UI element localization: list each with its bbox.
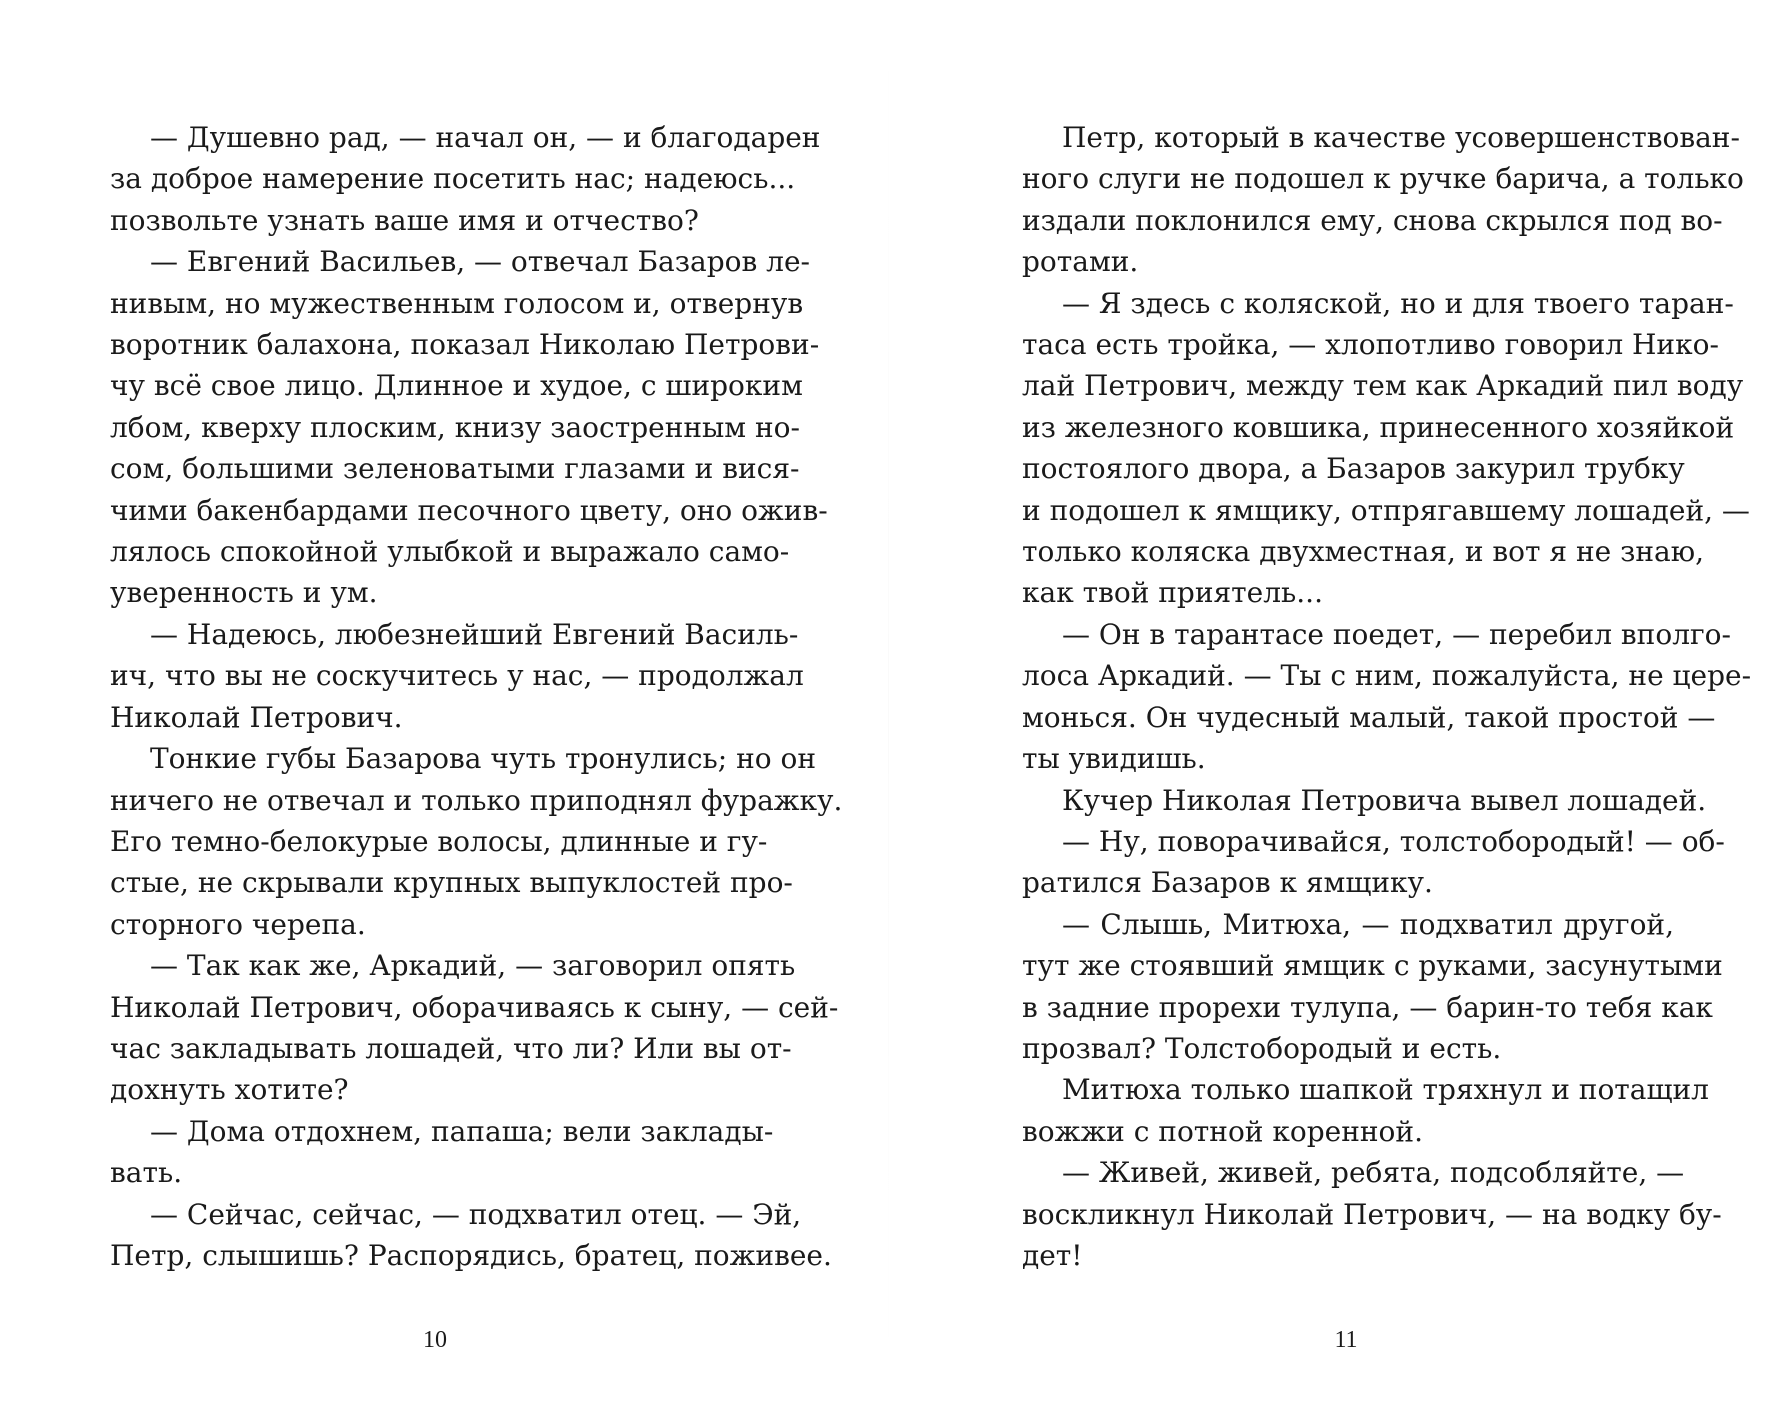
text-line: за доброе намерение посетить нас; надеюсь...: [110, 162, 796, 196]
text-line: Николай Петрович, оборачиваясь к сыну, — сей-: [110, 990, 839, 1024]
text-line: дет!: [1022, 1238, 1083, 1272]
paragraph: [110, 1111, 774, 1194]
text-line: нивым, но мужественным голосом и, отвернув: [110, 286, 804, 320]
text-line: Кучер Николая Петровича вывел лошадей.: [1062, 783, 1707, 817]
text-line: ты увидишь.: [1022, 742, 1206, 776]
paragraph: [110, 1194, 832, 1277]
left-page: [110, 117, 843, 1276]
text-line: — Живей, живей, ребята, подсобляйте, —: [1062, 1156, 1685, 1190]
text-line: монься. Он чудесный малый, такой простой —: [1022, 700, 1716, 734]
text-line: лай Петрович, между тем как Аркадий пил воду: [1022, 369, 1744, 403]
right-page-number: 11: [1334, 1327, 1358, 1353]
paragraph: [1022, 283, 1750, 614]
text-line: дохнуть хотите?: [110, 1073, 349, 1107]
text-line: лялось спокойной улыбкой и выражало само-: [110, 535, 790, 569]
text-line: сом, большими зеленоватыми глазами и вися-: [110, 452, 800, 486]
text-line: прозвал? Толстобородый и есть.: [1022, 1031, 1502, 1065]
paragraph: [1022, 1152, 1722, 1276]
gutter: [888, 0, 889, 1408]
text-line: — Слышь, Митюха, — подхватил другой,: [1062, 907, 1674, 941]
text-line: — Сейчас, сейчас, — подхватил отец. — Эй,: [150, 1197, 802, 1231]
text-line: воротник балахона, показал Николаю Петрови-: [110, 328, 820, 362]
paragraph: [110, 241, 828, 614]
text-line: Его темно-белокурые волосы, длинные и гу-: [110, 824, 768, 858]
text-line: постоялого двора, а Базаров закурил трубку: [1022, 452, 1685, 486]
text-line: Петр, который в качестве усовершенствован-: [1062, 121, 1740, 154]
text-line: воскликнул Николай Петрович, — на водку бу-: [1022, 1197, 1722, 1231]
text-line: ничего не отвечал и только приподнял фуражку.: [110, 783, 843, 817]
text-line: из железного ковшика, принесенного хозяйкой: [1022, 410, 1735, 444]
text-line: и подошел к ямщику, отпрягавшему лошадей, —: [1022, 493, 1750, 527]
paragraph: [110, 945, 839, 1111]
paragraph: [1022, 780, 1707, 821]
text-line: Николай Петрович.: [110, 700, 403, 734]
text-line: лоса Аркадий. — Ты с ним, пожалуйста, не цере-: [1022, 659, 1752, 693]
text-line: ич, что вы не соскучитесь у нас, — продолжал: [110, 659, 804, 693]
text-line: — Ну, поворачивайся, толстобородый! — об-: [1062, 824, 1725, 858]
text-line: вожжи с потной коренной.: [1022, 1114, 1423, 1148]
text-line: тут же стоявший ямщик с руками, засунутыми: [1022, 949, 1723, 983]
paragraph: [110, 738, 843, 945]
text-line: ного слуги не подошел к ручке барича, а только: [1022, 162, 1744, 196]
text-line: — Я здесь с коляской, но и для твоего таран-: [1062, 286, 1734, 320]
text-line: позвольте узнать ваше имя и отчество?: [110, 203, 699, 237]
right-page: [1022, 117, 1752, 1276]
text-line: — Он в тарантасе поедет, — перебил вполго-: [1062, 617, 1731, 651]
text-line: только коляска двухместная, и вот я не знаю,: [1022, 535, 1705, 569]
text-line: час закладывать лошадей, что ли? Или вы от-: [110, 1031, 792, 1065]
text-line: вать.: [110, 1156, 183, 1190]
text-line: — Душевно рад, — начал он, — и благодарен: [150, 121, 821, 154]
text-line: таса есть тройка, — хлопотливо говорил Нико-: [1022, 328, 1719, 362]
paragraph: [110, 614, 804, 738]
text-line: ратился Базаров к ямщику.: [1022, 866, 1433, 900]
paragraph: [1022, 1069, 1709, 1152]
text-line: ротами.: [1022, 245, 1139, 279]
text-line: в задние прорехи тулупа, — барин-то тебя как: [1022, 990, 1713, 1024]
text-line: — Дома отдохнем, папаша; вели заклады-: [150, 1114, 774, 1148]
text-line: — Евгений Васильев, — отвечал Базаров ле-: [150, 245, 810, 279]
text-line: издали поклонился ему, снова скрылся под во-: [1022, 203, 1723, 237]
text-line: чу всё свое лицо. Длинное и худое, с широким: [110, 369, 803, 403]
text-line: чими бакенбардами песочного цвету, оно ожив-: [110, 493, 828, 527]
paragraph: [1022, 117, 1744, 283]
text-line: как твой приятель...: [1022, 576, 1323, 610]
text-line: Митюха только шапкой тряхнул и потащил: [1062, 1073, 1709, 1107]
paragraph: [1022, 904, 1723, 1070]
left-page-number: 10: [423, 1327, 447, 1353]
text-line: сторного черепа.: [110, 907, 366, 941]
paragraph: [1022, 614, 1752, 780]
text-line: уверенность и ум.: [110, 576, 378, 610]
text-line: — Так как же, Аркадий, — заговорил опять: [150, 949, 796, 983]
text-line: лбом, кверху плоским, книзу заостренным но-: [110, 410, 800, 444]
text-line: Тонкие губы Базарова чуть тронулись; но он: [150, 742, 817, 776]
paragraph: [110, 117, 821, 241]
text-line: Петр, слышишь? Распорядись, братец, поживее.: [110, 1238, 832, 1272]
text-line: — Надеюсь, любезнейший Евгений Василь-: [150, 617, 799, 651]
text-line: стые, не скрывали крупных выпуклостей про-: [110, 866, 793, 900]
paragraph: [1022, 821, 1725, 904]
